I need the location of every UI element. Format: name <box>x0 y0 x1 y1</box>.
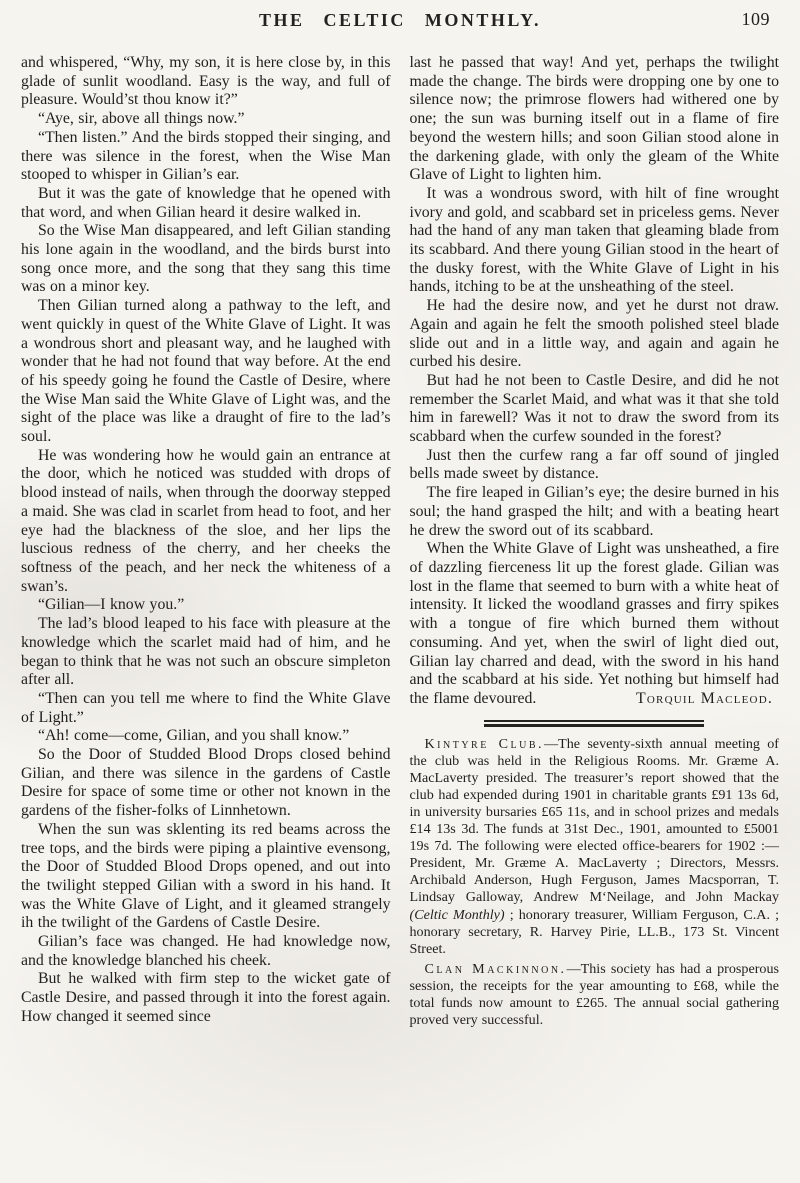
author-signature: Torquil Macleod. <box>636 689 773 707</box>
story-paragraph: “Then listen.” And the birds stopped their singing, and there was silence in the forest, when the Wise Man stooped to whisper in Gilian’s ear. <box>21 128 391 184</box>
story-paragraph: When the sun was sklenting its red beams across the tree tops, and the birds were piping a plaintive evensong, the Door of Studded Blood Drops opened, and out into the twilight stepped Gilian with a sword in his hand. It was the White Glave of Light, and it gleamed strangely ih the twilight of the Gardens of Castle Desire. <box>21 820 391 932</box>
note-text-italic: (Celtic Monthly) <box>409 906 505 923</box>
story-paragraph: Gilian’s face was changed. He had knowledge now, and the knowledge blanched his cheek. <box>21 933 391 969</box>
story-paragraph: He was wondering how he would gain an entrance at the door, which he noticed was studded with drops of blood instead of nails, when through the doorway stepped a maid. She was clad in scarlet from head to foot, and her eye had the blackness of the sloe, and her lips the luscious redness of the cherry, and her cheeks the softness of the peach, and her neck the whiteness of a swan’s. <box>21 446 391 595</box>
section-divider <box>484 720 704 727</box>
story-paragraph: The fire leaped in Gilian’s eye; the desire burned in his soul; the hand grasped the hilt; and with a beating heart he drew the sword out of its scabbard. <box>409 484 779 539</box>
story-paragraph: “Then can you tell me where to find the White Glave of Light.” <box>21 689 391 726</box>
story-paragraph: But it was the gate of knowledge that he opened with that word, and when Gilian heard it desire walked in. <box>21 184 391 221</box>
story-paragraph: Just then the curfew rang a far off sound of jingled bells made sweet by distance. <box>409 446 779 483</box>
note-text: —This society has had a prosperous session, the receipts for the year amounting to £68, while the total funds now amount to £265. The annual social gathering proved very successful. <box>409 960 779 1029</box>
note-text: ; honorary treasurer, William Ferguson, C.A. ; honorary secretary, R. Harvey Pirie, LL.B., 173 St. Vincent Street. <box>409 906 780 957</box>
story-paragraph: and whispered, “Why, my son, it is here close by, in this glade of sunlit woodland. Easy is the way, and full of pleasure. Would’st thou know it?” <box>21 54 391 109</box>
story-paragraph: The lad’s blood leaped to his face with pleasure at the knowledge which the scarlet maid had of him, and he began to think that he was not such an obscure simpleton after all. <box>21 615 391 689</box>
story-paragraph: “Aye, sir, above all things now.” <box>38 110 245 128</box>
story-paragraph: He had the desire now, and yet he durst not draw. Again and again he felt the smooth polished steel blade slide out and in a little way, and again and again he curbed his desire. <box>409 297 779 371</box>
note-heading: Kintyre Club. <box>424 735 545 752</box>
story-paragraph: So the Door of Studded Blood Drops closed behind Gilian, and there was silence in the gardens of Castle Desire for space of some time or other not known in the gardens of the fisher-folks of Linnhetown. <box>21 746 391 820</box>
page-title: THE CELTIC MONTHLY. <box>258 10 542 30</box>
story-paragraph: So the Wise Man disappeared, and left Gilian standing his lone again in the woodland, and the birds burst into song once more, and the song that they sang this time was on a minor key. <box>21 222 391 296</box>
note-heading: Clan Mackinnon. <box>424 960 567 977</box>
masthead <box>0 0 800 44</box>
story-paragraph: “Ah! come—come, Gilian, and you shall know.” <box>38 727 350 745</box>
note-text: —The seventy-sixth annual meeting of the club was held in the Religious Rooms. Mr. Græme A. MacLaverty presided. The treasurer’s report showed that the club had expended during 1901 in charitable grants £91 13s 6d, in university bursaries £65 11s, and in school prizes and medals £14 13s 3d. The funds at 31st Dec., 1901, amounted to £5001 19s 7d. The following were elected office-bearers for 1902 :—President, Mr. Græme A. MacLaverty ; Directors, Messrs. Archibald Anderson, Hugh Ferguson, James Macsporran, T. Lindsay Galloway, Andrew M‘Neilage, and John Mackay <box>409 735 779 906</box>
story-paragraph: But he walked with firm step to the wicket gate of Castle Desire, and passed through it into the forest again. How changed it seemed since <box>21 970 391 1025</box>
two-column-body <box>0 44 800 1029</box>
note-clan-mackinnon <box>410 961 780 1029</box>
story-paragraph: But had he not been to Castle Desire, and did he not remember the Scarlet Maid, and what was it that she told him in farewell? Was it not to draw the sword from its scabbard when the curfew sounded in the forest? <box>409 371 779 446</box>
page-number: 109 <box>741 9 770 29</box>
story-paragraph: When the White Glave of Light was unsheathed, a fire of dazzling fierceness lit up the forest glade. Gilian was lost in the flame that seemed to burn with a white heat of intensity. It licked the woodland grasses and firry spikes with a tongue of fire which burned them without consuming. And yet, when the swirl of light died out, Gilian lay charred and dead, with the sword in his hand and the scabbard at his side. Yet nothing but himself had the flame devoured. <box>409 540 779 707</box>
note-kintyre-club <box>410 736 780 958</box>
left-column <box>21 54 391 1029</box>
story-paragraph: It was a wondrous sword, with hilt of fine wrought ivory and gold, and scabbard set in priceless gems. Never had the hand of any man taken that gleaming blade from its scabbard. And there young Gilian stood in the heart of the dusky forest, with the White Glave of Light in his hands, itching to be at the unsheathing of the steel. <box>409 184 779 296</box>
story-paragraph: Then Gilian turned along a pathway to the left, and went quickly in quest of the White Glave of Light. It was a wondrous short and pleasant way, and he laughed with wonder that he had not found that way before. At the end of his speedy going he found the Castle of Desire, where the Wise Man said the White Glave of Light was, and the sight of the place was like a draught of fire to the lad’s soul. <box>21 297 391 446</box>
story-paragraph: last he passed that way! And yet, perhaps the twilight made the change. The birds were dropping one by one to silence now; the primrose flowers had withered one by one; the sun was burning itself out in a flame of fire beyond the western hills; and soon Gilian stood alone in the darkening glade, with only the gleam of the White Glave of Light to lighten him. <box>409 54 779 184</box>
story-paragraph: “Gilian—I know you.” <box>38 596 185 614</box>
right-column <box>410 54 780 1029</box>
